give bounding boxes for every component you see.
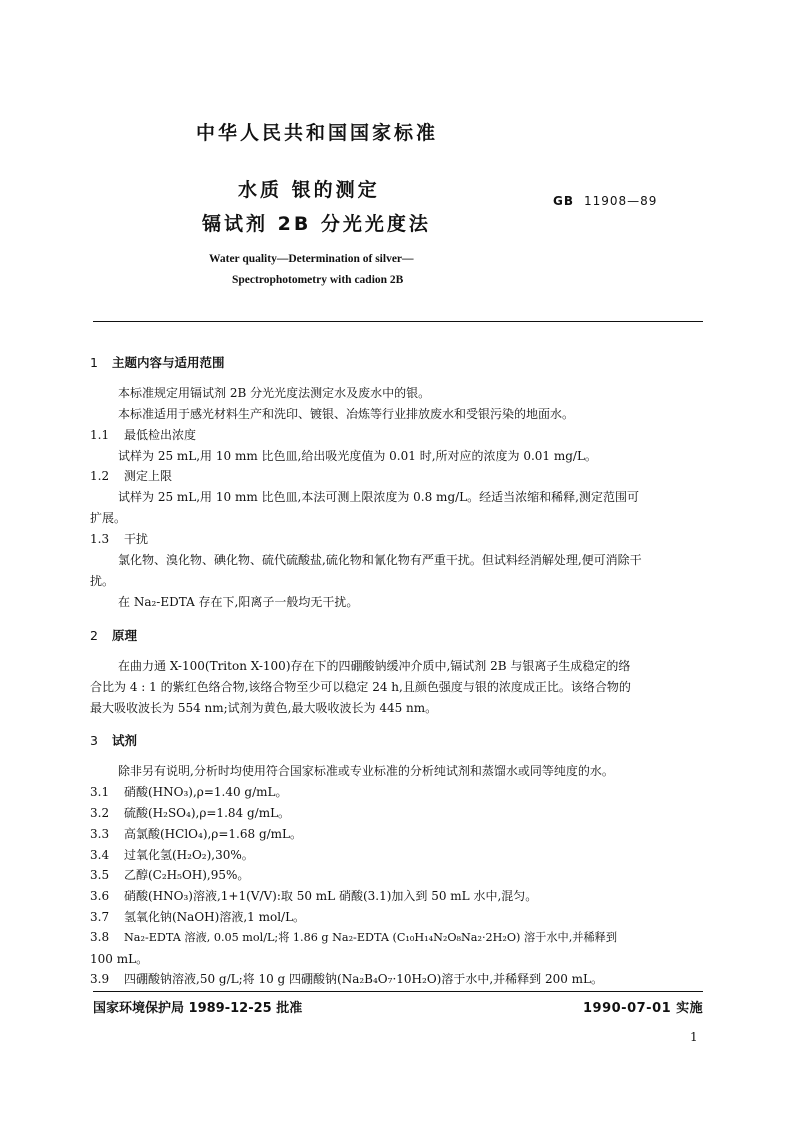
paragraph: 在 Na₂-EDTA 存在下,阳离子一般均无干扰。	[118, 595, 359, 609]
section-number: 3	[90, 733, 98, 748]
item-number: 3.3	[90, 827, 110, 841]
reagent-item	[90, 929, 617, 945]
section-title: 原理	[112, 628, 138, 643]
paragraph-continuation: 扩展。	[90, 511, 127, 525]
english-title-line2: Spectrophotometry with cadion 2B	[232, 274, 404, 286]
item-number: 3.2	[90, 806, 110, 820]
item-text: Na₂-EDTA 溶液, 0.05 mol/L;将 1.86 g Na₂-EDTA (C₁₀H₁₄N₂O₈Na₂·2H₂O) 溶于水中,并稀释到	[124, 931, 618, 944]
section-1-heading	[90, 353, 225, 371]
section-number: 2	[90, 628, 98, 643]
reagent-item	[90, 887, 537, 904]
item-number: 3.6	[90, 889, 110, 903]
reagent-item	[90, 908, 305, 925]
reagent-item	[90, 970, 603, 987]
section-number: 1	[90, 355, 98, 370]
item-text: 氢氧化钠(NaOH)溶液,1 mol/L。	[124, 910, 306, 924]
item-text: 硝酸(HNO₃),ρ=1.40 g/mL。	[124, 785, 288, 799]
gb-number: 11908—89	[584, 194, 658, 208]
item-number: 3.7	[90, 910, 110, 924]
footer-rule	[93, 991, 703, 992]
item-number: 3.5	[90, 868, 110, 882]
paragraph: 本标准规定用镉试剂 2B 分光光度法测定水及废水中的银。	[118, 386, 431, 400]
section-title: 主题内容与适用范围	[112, 355, 225, 370]
subsection-title: 测定上限	[124, 469, 173, 483]
page-number: 1	[690, 1030, 698, 1044]
subsection-number: 1.3	[90, 532, 110, 546]
paragraph: 在曲力通 X-100(Triton X-100)存在下的四硼酸钠缓冲介质中,镉试剂 2B 与银离子生成稳定的络	[118, 659, 631, 673]
reagent-item	[90, 804, 290, 821]
paragraph: 氯化物、溴化物、碘化物、硫代硫酸盐,硫化物和氰化物有严重干扰。但试料经消解处理,便可消除干	[118, 553, 642, 567]
reagent-item	[90, 846, 254, 863]
paragraph: 本标准适用于感光材料生产和洗印、镀银、冶炼等行业排放废水和受银污染的地面水。	[118, 407, 575, 421]
approval-line: 国家环境保护局 1989-12-25 批准	[93, 1001, 303, 1016]
item-number: 3.9	[90, 972, 110, 986]
item-number: 3.1	[90, 785, 110, 799]
english-title-line1: Water quality—Determination of silver—	[209, 253, 414, 265]
document-title-line1: 水质 银的测定	[238, 179, 380, 201]
section-2-heading	[90, 626, 137, 644]
subsection-title: 最低检出浓度	[124, 428, 197, 442]
item-number: 3.8	[90, 930, 110, 944]
header-rule	[93, 321, 703, 322]
subsection-heading	[90, 426, 196, 443]
item-text: 乙醇(C₂H₅OH),95%。	[124, 868, 250, 882]
paragraph-continuation: 最大吸收波长为 554 nm;试剂为黄色,最大吸收波长为 445 nm。	[90, 701, 438, 715]
item-text: 硝酸(HNO₃)溶液,1+1(V/V):取 50 mL 硝酸(3.1)加入到 50 mL 水中,混匀。	[124, 889, 538, 903]
subsection-number: 1.1	[90, 428, 110, 442]
subsection-number: 1.2	[90, 469, 110, 483]
item-number: 3.4	[90, 848, 110, 862]
paragraph-continuation: 扰。	[90, 574, 115, 588]
item-text: 四硼酸钠溶液,50 g/L;将 10 g 四硼酸钠(Na₂B₄O₇·10H₂O)溶于水中,并稀释到 200 mL。	[124, 972, 604, 986]
paragraph: 试样为 25 mL,用 10 mm 比色皿,本法可测上限浓度为 0.8 mg/L。经适当浓缩和稀释,测定范围可	[118, 490, 639, 504]
standard-type-heading: 中华人民共和国国家标准	[196, 122, 439, 144]
section-title: 试剂	[112, 733, 138, 748]
subsection-heading	[90, 467, 172, 484]
paragraph: 试样为 25 mL,用 10 mm 比色皿,给出吸光度值为 0.01 时,所对应的浓度为 0.01 mg/L。	[118, 449, 597, 463]
reagent-item	[90, 783, 288, 800]
implementation-date: 1990-07-01 实施	[583, 1001, 704, 1016]
subsection-heading	[90, 530, 148, 547]
document-title-line2: 镉试剂 2B 分光光度法	[202, 213, 431, 235]
item-text: 过氧化氢(H₂O₂),30%。	[124, 848, 254, 862]
item-text: 硫酸(H₂SO₄),ρ=1.84 g/mL。	[124, 806, 291, 820]
paragraph: 除非另有说明,分析时均使用符合国家标准或专业标准的分析纯试剂和蒸馏水或同等纯度的水。	[118, 764, 614, 778]
reagent-item	[90, 825, 302, 842]
gb-prefix: GB	[553, 194, 574, 208]
gb-standard-number	[553, 194, 657, 208]
subsection-title: 干扰	[124, 532, 149, 546]
section-3-heading	[90, 731, 137, 749]
paragraph-continuation: 合比为 4 : 1 的紫红色络合物,该络合物至少可以稳定 24 h,且颜色强度与银的浓度成正比。该络合物的	[90, 680, 631, 694]
item-text: 高氯酸(HClO₄),ρ=1.68 g/mL。	[124, 827, 303, 841]
reagent-item	[90, 866, 249, 883]
reagent-item-continuation: 100 mL。	[90, 952, 149, 966]
